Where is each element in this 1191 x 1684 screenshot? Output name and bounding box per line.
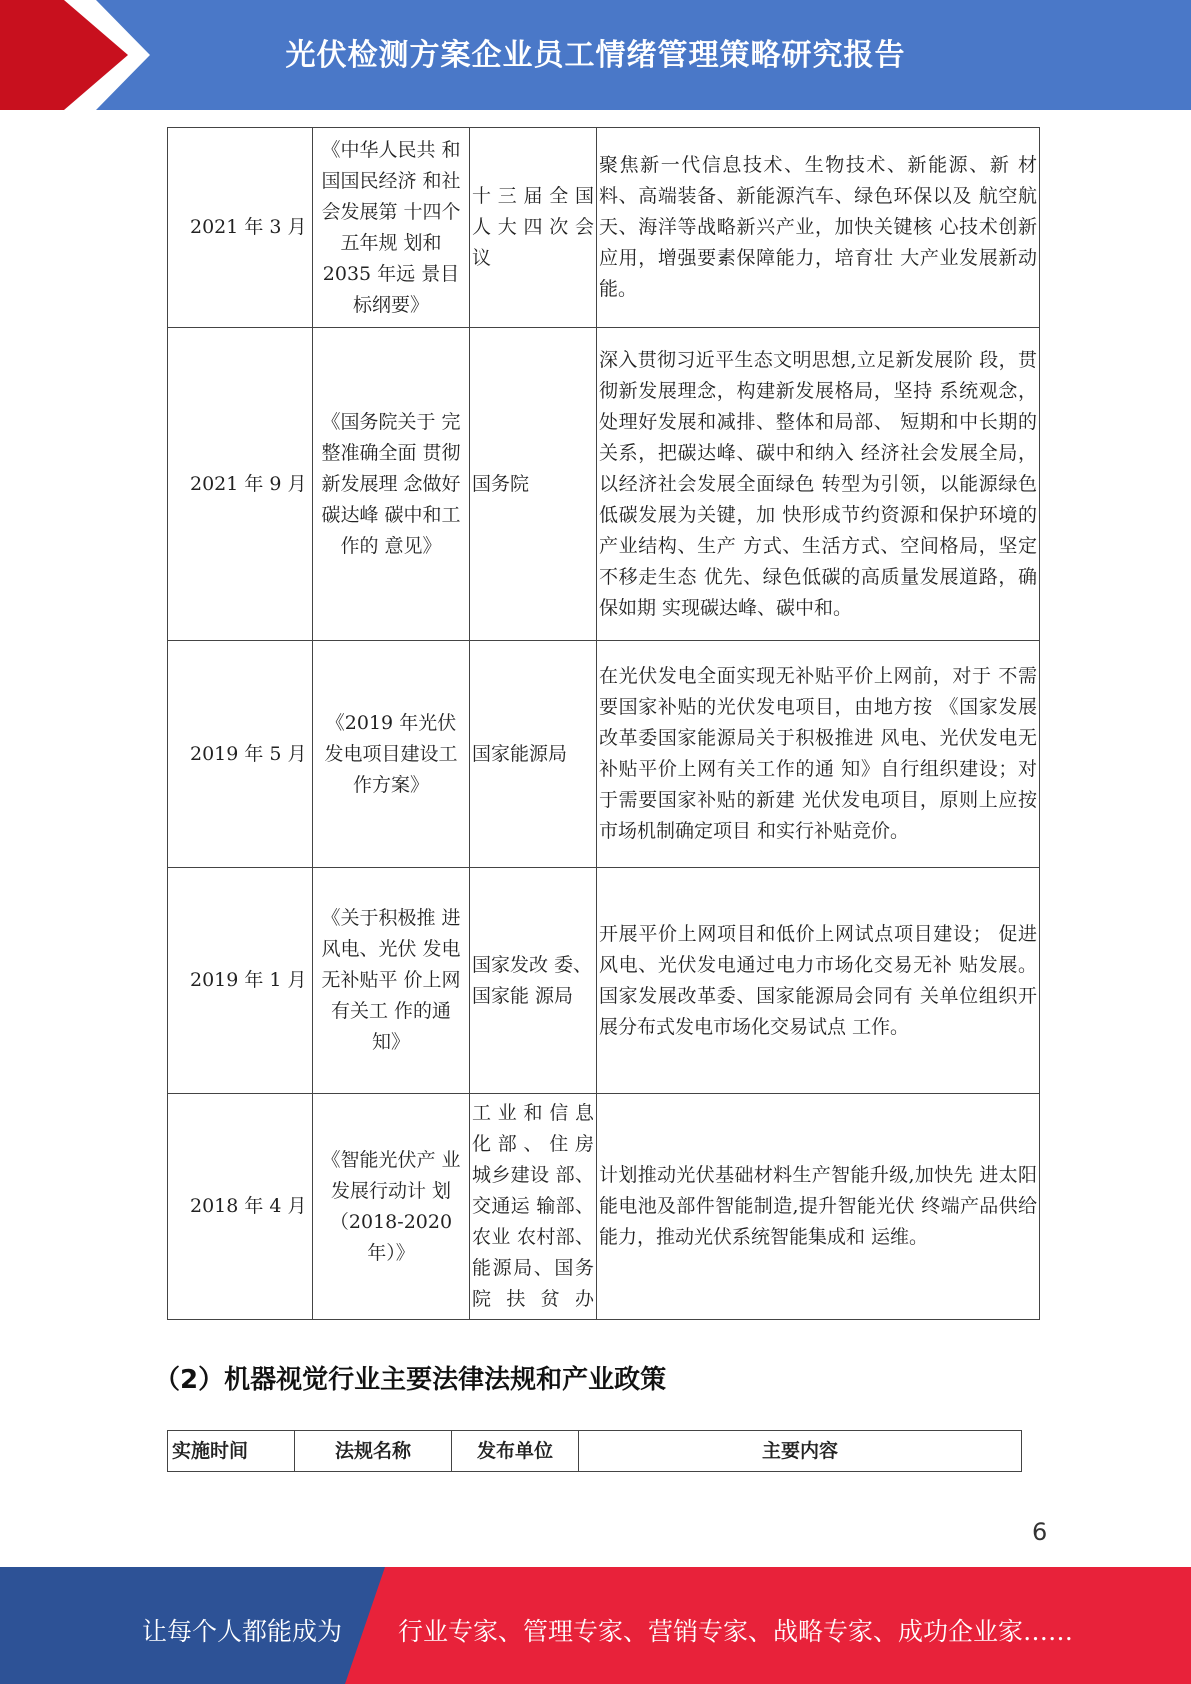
page-header bbox=[0, 0, 1191, 110]
publisher-cell: 国家发改 委、国家能 源局 bbox=[470, 868, 597, 1094]
date-cell: 2019 年 5 月 bbox=[168, 641, 313, 868]
content-cell: 计划推动光伏基础材料生产智能升级,加快先 进太阳能电池及部件智能制造,提升智能光伏 终端产品供给能力，推动光伏系统智能集成和 运维。 bbox=[597, 1094, 1040, 1320]
policy-table bbox=[167, 127, 1040, 1320]
table-row bbox=[168, 128, 1040, 328]
machine-vision-policy-table bbox=[167, 1430, 1022, 1472]
page-number: 6 bbox=[1032, 1518, 1048, 1546]
page-title: 光伏检测方案企业员工情绪管理策略研究报告 bbox=[285, 38, 906, 73]
content-cell: 深入贯彻习近平生态文明思想,立足新发展阶 段，贯彻新发展理念，构建新发展格局，坚持 系统观念，处理好发展和减排、整体和局部、 短期和中长期的关系，把碳达峰、碳中和纳入 经济社会发展全局，以经济社会发展全面绿色 转型为引领，以能源绿色低碳发展为关键，加 快形成节约资源和保护环境的产业结构、生产 方式、生活方式、空间格局，坚定不移走生态 优先、绿色低碳的高质量发展道路，确保如期 实现碳达峰、碳中和。 bbox=[597, 328, 1040, 641]
date-cell: 2021 年 9 月 bbox=[168, 328, 313, 641]
content-cell: 在光伏发电全面实现无补贴平价上网前，对于 不需要国家补贴的光伏发电项目，由地方按 《国家发展改革委国家能源局关于积极推进 风电、光伏发电无补贴平价上网有关工作的通 知》自行组织建设；对于需要国家补贴的新建 光伏发电项目，原则上应按市场机制确定项目 和实行补贴竞价。 bbox=[597, 641, 1040, 868]
date-cell: 2019 年 1 月 bbox=[168, 868, 313, 1094]
regulation-name-cell: 《关于积极推 进风电、光伏 发电无补贴平 价上网有关工 作的通知》 bbox=[313, 868, 470, 1094]
publisher-cell: 工 业 和 信 息 化 部 、 住 房 城乡建设 部、交通运 输部、农业 农村部、能源局、国务院扶贫办 bbox=[470, 1094, 597, 1320]
column-header-content: 主要内容 bbox=[579, 1431, 1022, 1472]
regulation-name-cell: 《中华人民共 和国国民经济 和社会发展第 十四个五年规 划和 2035 年远 景目标纲要》 bbox=[313, 128, 470, 328]
column-header-date: 实施时间 bbox=[168, 1431, 295, 1472]
column-header-publisher: 发布单位 bbox=[452, 1431, 579, 1472]
table-row bbox=[168, 641, 1040, 868]
date-cell: 2021 年 3 月 bbox=[168, 128, 313, 328]
table-row bbox=[168, 328, 1040, 641]
regulation-name-cell: 《智能光伏产 业发展行动计 划（2018-2020 年）》 bbox=[313, 1094, 470, 1320]
publisher-cell: 国家能源局 bbox=[470, 641, 597, 868]
content-cell: 聚焦新一代信息技术、生物技术、新能源、新 材料、高端装备、新能源汽车、绿色环保以及 航空航天、海洋等战略新兴产业，加快关键核 心技术创新应用，增强要素保障能力，培育壮 大产业发展新动能。 bbox=[597, 128, 1040, 328]
section-heading: （2）机器视觉行业主要法律法规和产业政策 bbox=[154, 1365, 667, 1395]
column-header-name: 法规名称 bbox=[295, 1431, 452, 1472]
regulation-name-cell: 《国务院关于 完整准确全面 贯彻新发展理 念做好碳达峰 碳中和工作的 意见》 bbox=[313, 328, 470, 641]
content-cell: 开展平价上网项目和低价上网试点项目建设； 促进风电、光伏发电通过电力市场化交易无补 贴发展。国家发展改革委、国家能源局会同有 关单位组织开展分布式发电市场化交易试点 工作。 bbox=[597, 868, 1040, 1094]
footer-slogan-right: 行业专家、管理专家、营销专家、战略专家、成功企业家…… bbox=[398, 1617, 1074, 1646]
regulation-name-cell: 《2019 年光伏发电项目建设工作方案》 bbox=[313, 641, 470, 868]
footer-slogan-left: 让每个人都能成为 bbox=[142, 1617, 343, 1646]
table-row bbox=[168, 1094, 1040, 1320]
publisher-cell: 国务院 bbox=[470, 328, 597, 641]
date-cell: 2018 年 4 月 bbox=[168, 1094, 313, 1320]
table-header-row bbox=[168, 1431, 1022, 1472]
table-row bbox=[168, 868, 1040, 1094]
publisher-cell: 十 三 届 全 国 人 大 四 次 会 议 bbox=[470, 128, 597, 328]
